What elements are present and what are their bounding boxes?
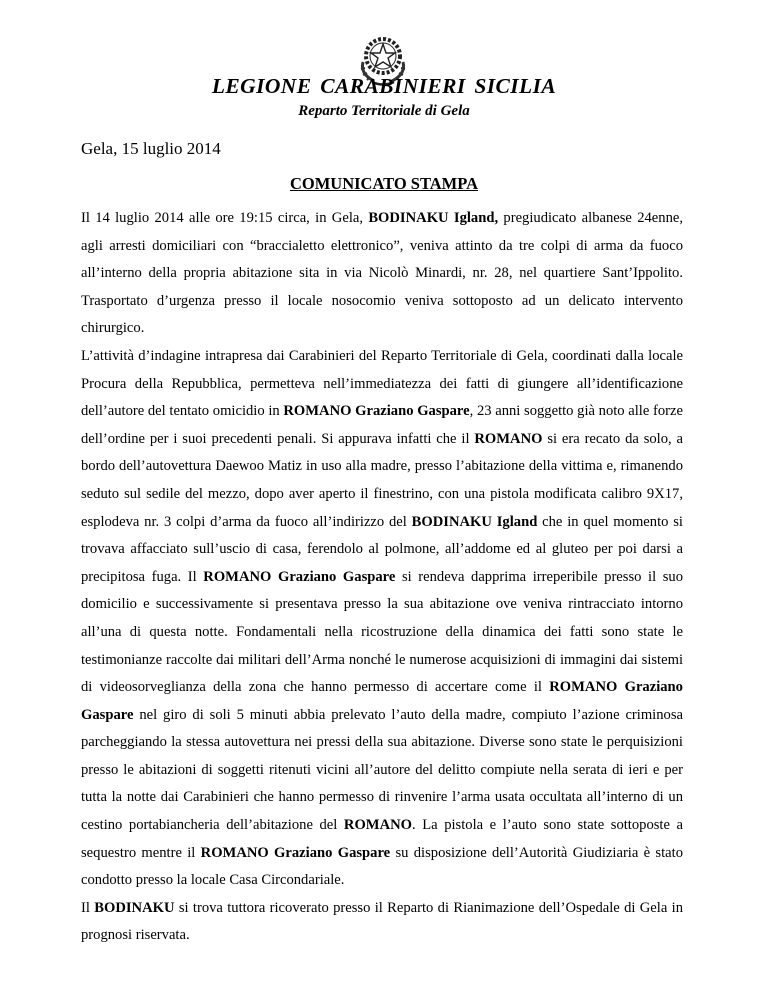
text-run: si trova tuttora ricoverato presso il Reparto di Rianimazione dell’Ospedale di Gela in prognosi riservata. <box>81 899 683 944</box>
text-run: , 23 anni soggetto già noto alle forze dell’ordine per i suoi precedenti penali. Si appurava infatti che il <box>81 403 683 447</box>
press-release-heading: COMUNICATO STAMPA <box>289 174 479 193</box>
dateline: Gela, 15 luglio 2014 <box>81 139 221 158</box>
text-run: Il 14 luglio 2014 alle ore 19:15 circa, in Gela, <box>81 210 369 226</box>
press-release-body <box>81 205 683 950</box>
bold-text-run: ROMANO Graziano Gaspare <box>283 403 470 420</box>
text-run: si era recato da solo, a bordo dell’autovettura Daewoo Matiz in uso alla madre, presso l’abitazione della vittima e, rimanendo seduto sul sedile del mezzo, dopo aver aperto il finestrino, con una pistola modificata calibro 9X17, esplodeva nr. 3 colpi d’arma da fuoco all’indirizzo del <box>81 430 683 530</box>
text-run: pregiudicato albanese 24enne, agli arresti domiciliari con “braccialetto elettronico”, veniva attinto da tre colpi di arma da fuoco all’interno della propria abitazione sita in via Nicolò Minardi, nr. 28, nel quartiere Sant’Ippolito. Trasportato d’urgenza presso il locale nosocomio veniva sottoposto ad un delicato intervento chirurgico. <box>81 210 683 337</box>
text-run: . La pistola e l’auto sono state sottoposte a sequestro mentre il <box>81 817 683 861</box>
bold-text-run: ROMANO <box>474 430 543 447</box>
page-subtitle: Reparto Territoriale di Gela <box>298 103 470 119</box>
text-run: che in quel momento si trovava affacciato sull’uscio di casa, ferendolo al polmone, all’addome ed al gluteo per poi darsi a precipitosa fuga. Il <box>81 513 683 585</box>
bold-text-run: ROMANO Graziano Gaspare <box>200 844 391 861</box>
bold-text-run: ROMANO Graziano Gaspare <box>203 568 396 585</box>
paragraph <box>81 205 683 343</box>
text-run: L’attività d’indagine intrapresa dai Carabinieri del Reparto Territoriale di Gela, coordinati dalla locale Procura della Repubblica, permetteva nell’immediatezza dei fatti di giungere all’identificazione dell’autore del tentato omicidio in <box>81 347 683 420</box>
bold-text-run: BODINAKU Igland <box>411 513 538 530</box>
bold-text-run: BODINAKU <box>94 899 175 916</box>
bold-text-run: BODINAKU Igland, <box>368 210 499 226</box>
text-run: su disposizione dell’Autorità Giudiziaria è stato condotto presso la locale Casa Circondariale. <box>81 844 683 889</box>
bold-text-run: ROMANO Graziano Gaspare <box>81 679 683 723</box>
paragraph <box>81 343 683 895</box>
text-run: si rendeva dapprima irreperibile presso il suo domicilio e successivamente si presentava presso la sua abitazione ove veniva rintracciato intorno all’una di questa notte. Fondamentali nella ricostruzione della dinamica dei fatti sono state le testimonianze raccolte dai militari dell’Arma nonché le numerose acquisizioni di immagini dai sistemi di videosorveglianza della zona che hanno permesso di accertare come il <box>81 568 683 696</box>
paragraph <box>81 895 683 950</box>
page-title: LEGIONE CARABINIERI SICILIA <box>211 74 557 98</box>
bold-text-run: ROMANO <box>343 817 413 834</box>
text-run: nel giro di soli 5 minuti abbia prelevato l’auto della madre, compiuto l’azione criminosa parcheggiando la stessa autovettura nei pressi della sua abitazione. Diverse sono state le perquisizioni presso le abitazioni di soggetti ritenuti vicini all’autore del delitto compiute nella serata di ieri e per tutta la notte dai Carabinieri che hanno permesso di rinvenire l’arma usata occultata all’interno di un cestino portabiancheria dell’abitazione del <box>81 706 683 834</box>
text-run: Il <box>81 899 95 916</box>
